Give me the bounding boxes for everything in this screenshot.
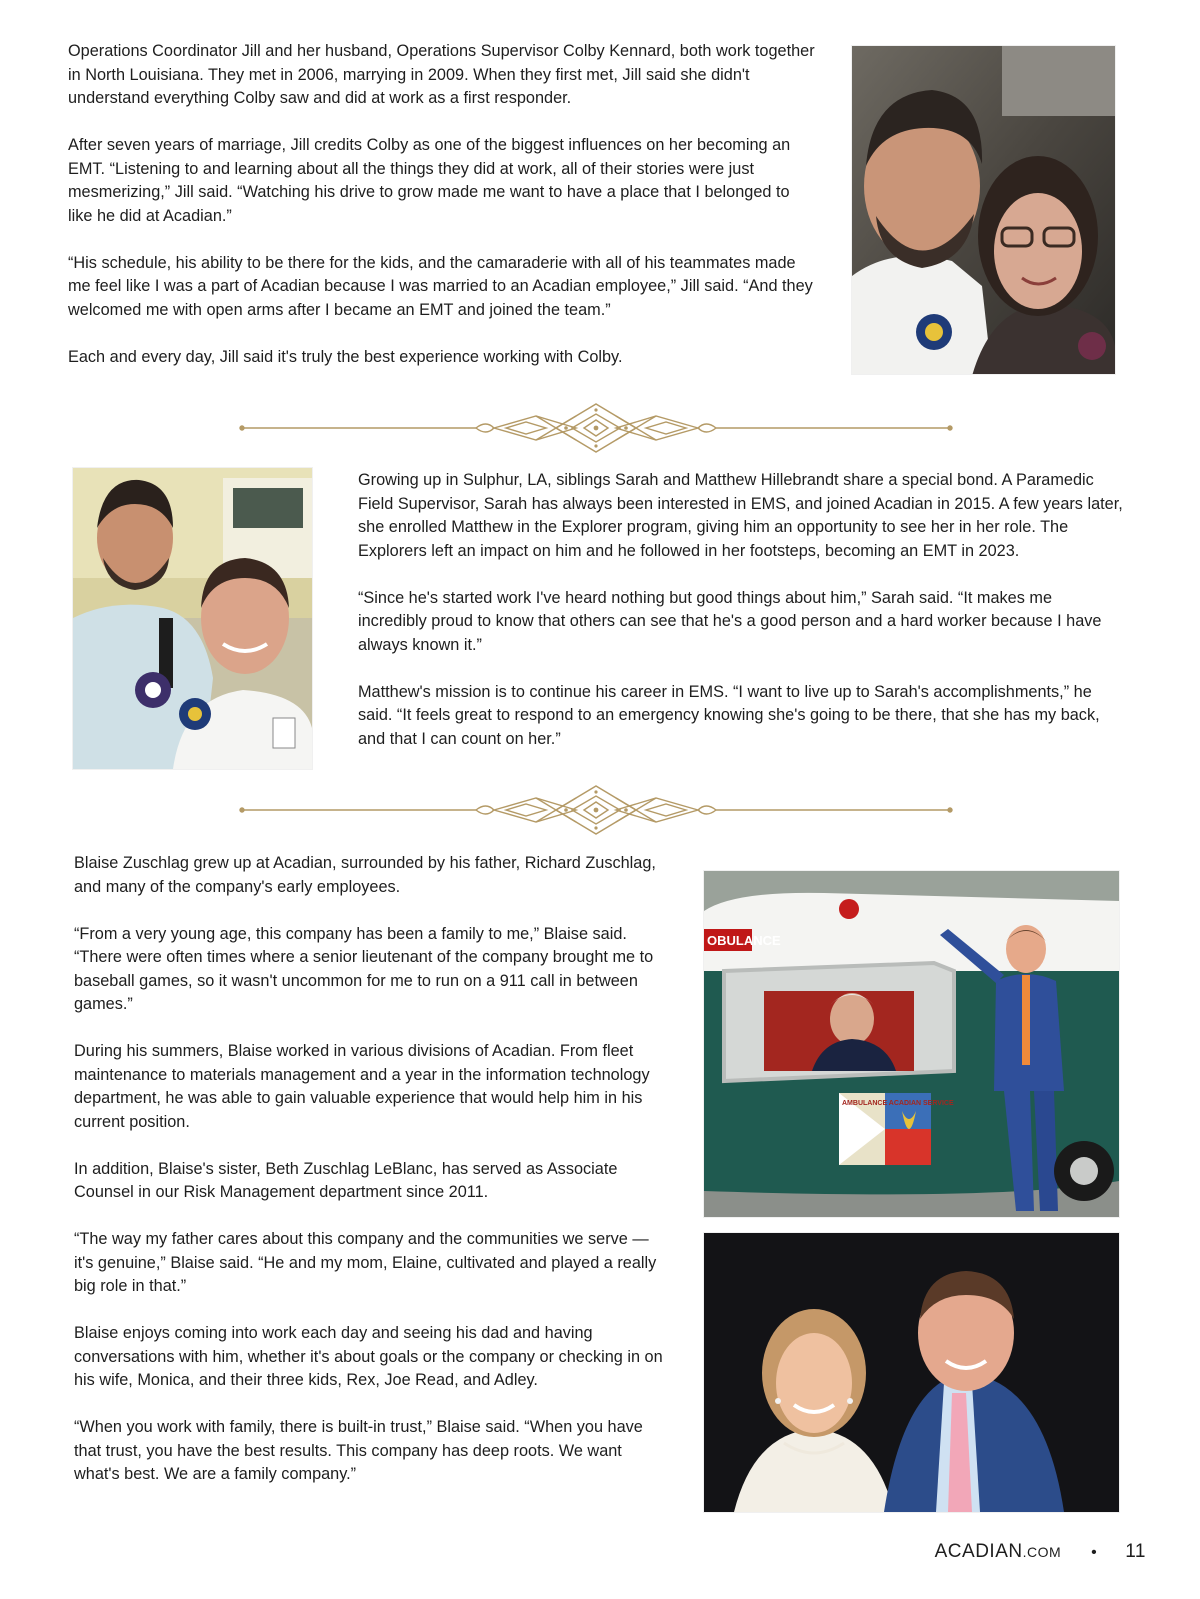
zuschlag-paragraph-5: “The way my father cares about this company and the communities we serve — it's genuine,” Blaise said. “He and my mom, Elaine, cultivated and played a really big role in that.” (74, 1230, 657, 1295)
kennard-paragraph-2: After seven years of marriage, Jill credits Colby as one of the biggest influences on her becoming an EMT. “Listening to and learning about all the things they did at work, all of their stories were just mesmerizing,” Jill said. “Watching his drive to grow made me want to have a place that I belonged to like he did at Acadian.” (68, 136, 791, 225)
page-number: 11 (1125, 1541, 1146, 1562)
kennard-paragraph-4: Each and every day, Jill said it's truly the best experience working with Colby. (68, 347, 623, 366)
zuschlag-story (74, 852, 664, 1487)
hillebrandt-story (358, 469, 1124, 751)
hillebrandt-siblings-photo (73, 468, 312, 769)
zuschlag-paragraph-4: In addition, Blaise's sister, Beth Zuschlag LeBlanc, has served as Associate Counsel in our Risk Management department since 2011. (74, 1159, 618, 1201)
footer-brand: ACADIAN (934, 1541, 1023, 1562)
ornamental-divider-bottom (236, 784, 956, 836)
kennard-paragraph-3: “His schedule, his ability to be there for the kids, and the camaraderie with all of his teammates made me feel like I was a part of Acadian because I was married to an Acadian employee,” Jill said. “And they welcomed me with open arms after I became an EMT and joined the team.” (68, 253, 813, 319)
kennard-paragraph-1: Operations Coordinator Jill and her husband, Operations Supervisor Colby Kennard, both work together in North Louisiana. They met in 2006, marrying in 2009. When they first met, Jill said she didn't understand everything Colby saw and did at work as a first responder. (68, 42, 815, 107)
zuschlag-paragraph-3: During his summers, Blaise worked in various divisions of Acadian. From fleet maintenance to materials management and a year in the information technology department, he was able to gain valuable experience that would help him in his current position. (74, 1042, 650, 1131)
zuschlag-paragraph-7: “When you work with family, there is built-in trust,” Blaise said. “When you have that trust, you have the best results. This company has deep roots. We want what's best. We are a family company.” (74, 1418, 643, 1483)
ambulance-sign-text: OBULANCE (707, 933, 781, 948)
zuschlag-paragraph-1: Blaise Zuschlag grew up at Acadian, surrounded by his father, Richard Zuschlag, and many of the company's early employees. (74, 854, 656, 896)
blaise-and-wife-photo (704, 1233, 1119, 1512)
hillebrandt-paragraph-2: “Since he's started work I've heard nothing but good things about him,” Sarah said. “It makes me incredibly proud to know that others can see that he's a good person and a hard worker because I have always known it.” (358, 588, 1102, 654)
footer-brand-suffix: .COM (1022, 1544, 1062, 1560)
kennard-story (68, 40, 818, 369)
footer-separator: • (1091, 1544, 1098, 1561)
ornamental-divider-top (236, 402, 956, 454)
zuschlag-paragraph-6: Blaise enjoys coming into work each day and seeing his dad and having conversations with him, whether it's about goals or the company or checking in on his wife, Monica, and their three kids, Rex, Joe Read, and Adley. (74, 1324, 663, 1389)
ambulance-door-emblem-text: AMBULANCE ACADIAN SERVICE (842, 1100, 954, 1107)
page-footer (935, 1541, 1146, 1563)
hillebrandt-paragraph-3: Matthew's mission is to continue his career in EMS. “I want to live up to Sarah's accomplishments,” he said. “It feels great to respond to an emergency knowing she's going to be there, that she has my back, and that I can count on her.” (358, 682, 1100, 748)
zuschlag-paragraph-2: “From a very young age, this company has been a family to me,” Blaise said. “There were often times where a senior lieutenant of the company brought me to baseball games, so it wasn't uncommon for me to run on a 911 call in between games.” (74, 924, 654, 1013)
hillebrandt-paragraph-1: Growing up in Sulphur, LA, siblings Sarah and Matthew Hillebrandt share a special bond. A Paramedic Field Supervisor, Sarah has always been interested in EMS, and joined Acadian in 2015. A few years later, she enrolled Matthew in the Explorer program, giving him an opportunity to see her in her role. The Explorers left an impact on him and he followed in her footsteps, becoming an EMT in 2023. (358, 471, 1123, 560)
kennard-couple-photo (852, 46, 1115, 374)
vintage-ambulance-photo (704, 871, 1119, 1217)
